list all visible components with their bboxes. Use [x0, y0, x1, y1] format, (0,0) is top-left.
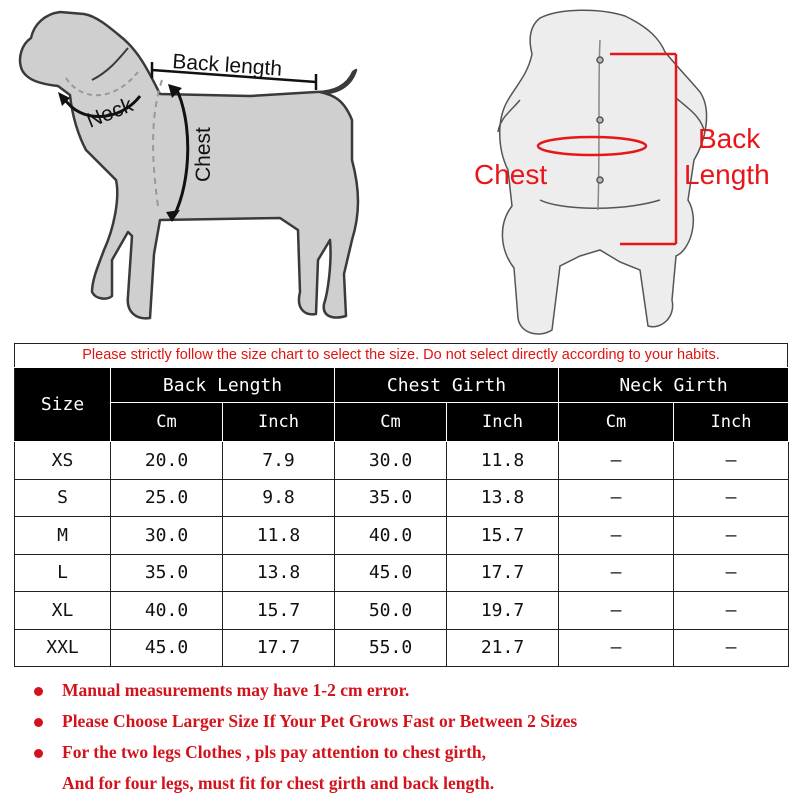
measurement-cell: 30.0: [335, 442, 447, 480]
garment-length-label: Length: [684, 159, 770, 190]
group-header-chest-girth: Chest Girth: [335, 368, 559, 403]
bullet-icon: [34, 687, 43, 696]
measurement-cell: –: [674, 479, 789, 517]
measurement-cell: –: [674, 629, 789, 667]
measurement-cell: 45.0: [111, 629, 223, 667]
size-cell: XS: [15, 442, 111, 480]
measurement-cell: 21.7: [447, 629, 559, 667]
measurement-cell: 11.8: [447, 442, 559, 480]
measurement-cell: 11.8: [223, 517, 335, 555]
note-item: [32, 737, 772, 768]
note-text: Manual measurements may have 1-2 cm error.: [62, 680, 410, 700]
measurement-cell: 17.7: [223, 629, 335, 667]
table-row: [15, 442, 789, 480]
measurement-cell: 20.0: [111, 442, 223, 480]
measurement-cell: 9.8: [223, 479, 335, 517]
note-text: Please Choose Larger Size If Your Pet Grows Fast or Between 2 Sizes: [62, 711, 578, 731]
measurement-cell: –: [559, 517, 674, 555]
measurement-cell: 50.0: [335, 592, 447, 630]
bullet-icon: [34, 749, 43, 758]
size-column-header: Size: [15, 368, 111, 442]
measurement-cell: 7.9: [223, 442, 335, 480]
measurement-cell: 35.0: [335, 479, 447, 517]
measurement-cell: –: [559, 479, 674, 517]
chest-label: Chest: [192, 127, 215, 182]
size-table: [14, 367, 789, 667]
measurement-cell: –: [559, 629, 674, 667]
unit-header: Cm: [335, 403, 447, 442]
measurement-cell: 55.0: [335, 629, 447, 667]
note-item: [32, 675, 772, 706]
measurement-cell: 13.8: [223, 554, 335, 592]
table-row: [15, 517, 789, 555]
note-continuation: And for four legs, must fit for chest girth and back length.: [62, 773, 495, 793]
measurement-cell: –: [674, 554, 789, 592]
unit-header: Inch: [674, 403, 789, 442]
table-row: [15, 629, 789, 667]
measurement-cell: –: [674, 592, 789, 630]
table-row: [15, 554, 789, 592]
size-notice: Please strictly follow the size chart to select the size. Do not select directly according to your habits.: [14, 343, 788, 367]
size-cell: M: [15, 517, 111, 555]
measurement-cell: 15.7: [447, 517, 559, 555]
back-length-label: Back length: [171, 50, 283, 81]
measurement-diagram: [0, 0, 800, 340]
unit-header: Inch: [447, 403, 559, 442]
measurement-cell: 19.7: [447, 592, 559, 630]
measurement-cell: 40.0: [111, 592, 223, 630]
size-table-body: [15, 442, 789, 667]
measurement-cell: –: [559, 554, 674, 592]
table-row: [15, 592, 789, 630]
size-cell: S: [15, 479, 111, 517]
neck-label: Neck: [83, 93, 137, 133]
size-chart: [14, 343, 788, 667]
measurement-cell: 35.0: [111, 554, 223, 592]
measurement-cell: –: [674, 442, 789, 480]
note-item: [32, 706, 772, 737]
measurement-cell: –: [674, 517, 789, 555]
measurement-cell: 13.8: [447, 479, 559, 517]
measurement-cell: 15.7: [223, 592, 335, 630]
measurement-cell: 25.0: [111, 479, 223, 517]
unit-header: Cm: [559, 403, 674, 442]
garment-chest-label: Chest: [474, 159, 548, 190]
measurement-cell: 30.0: [111, 517, 223, 555]
unit-header: Inch: [223, 403, 335, 442]
measurement-cell: –: [559, 592, 674, 630]
size-cell: XXL: [15, 629, 111, 667]
notes-list: [32, 675, 772, 799]
measurement-cell: 45.0: [335, 554, 447, 592]
group-header-neck-girth: Neck Girth: [559, 368, 789, 403]
group-header-back-length: Back Length: [111, 368, 335, 403]
size-cell: L: [15, 554, 111, 592]
note-text: For the two legs Clothes , pls pay attention to chest girth,: [62, 742, 487, 762]
measurement-cell: –: [559, 442, 674, 480]
size-cell: XL: [15, 592, 111, 630]
table-row: [15, 479, 789, 517]
measurement-cell: 17.7: [447, 554, 559, 592]
measurement-cell: 40.0: [335, 517, 447, 555]
bullet-icon: [34, 718, 43, 727]
garment-back-label: Back: [698, 123, 761, 154]
unit-header: Cm: [111, 403, 223, 442]
